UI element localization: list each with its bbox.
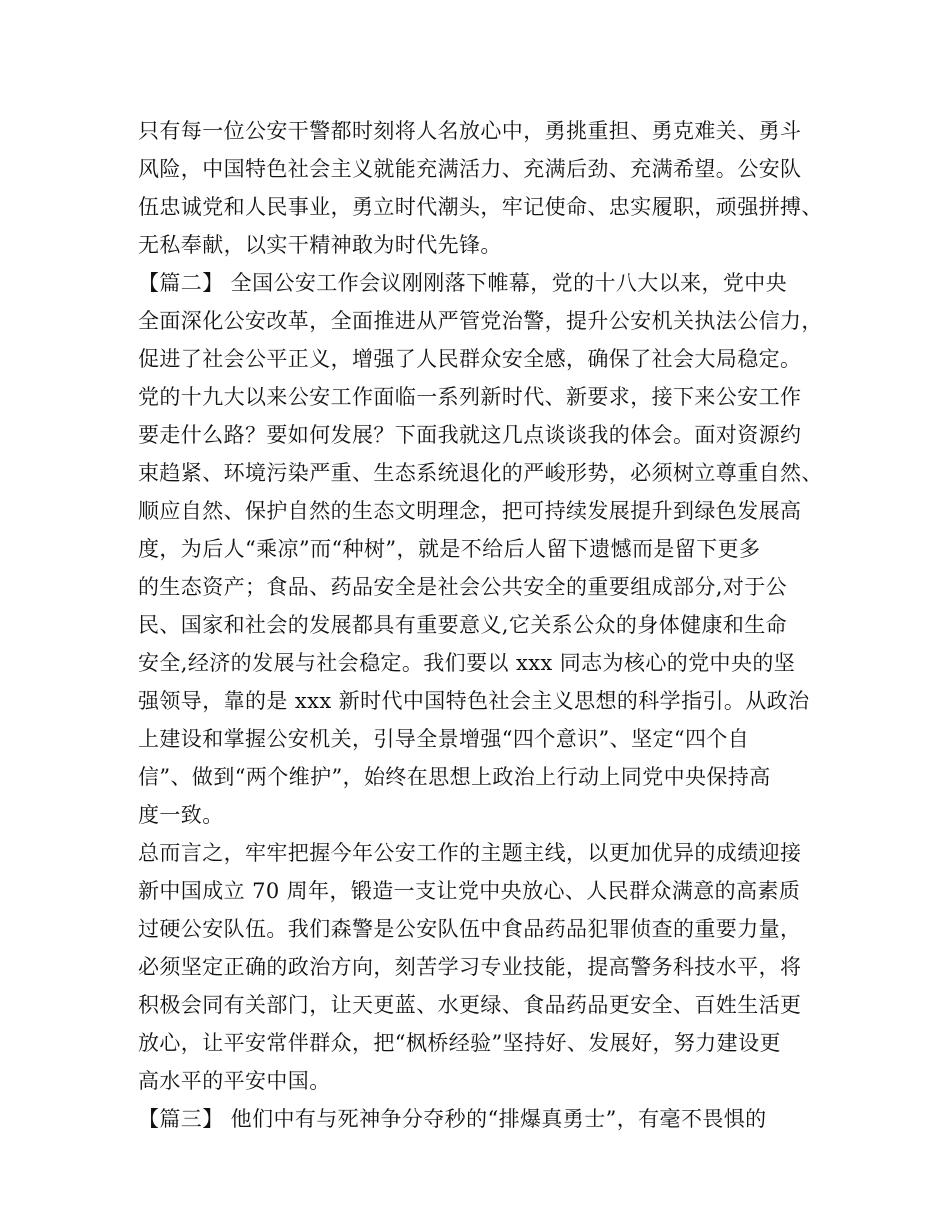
text-line: 党的十九大以来公安工作面临一系列新时代、新要求，接下来公安工作 (138, 385, 802, 409)
body-text (138, 112, 828, 1138)
text-line: 促进了社会公平正义，增强了人民群众安全感，确保了社会大局稳定。 (138, 347, 802, 371)
section-two-opening-line: 【篇二】 全国公安工作会议刚刚落下帷幕，党的十八大以来，党中央 (138, 271, 788, 295)
text-line: 安全,经济的发展与社会稳定。我们要以 xxx 同志为核心的党中央的坚 (138, 651, 796, 675)
text-line: 必须坚定正确的政治方向，刻苦学习专业技能，提高警务科技水平，将 (138, 955, 802, 979)
text-line: 强领导，靠的是 xxx 新时代中国特色社会主义思想的科学指引。从政治 (138, 689, 810, 713)
text-line: 过硬公安队伍。我们森警是公安队伍中食品药品犯罪侦查的重要力量， (138, 917, 802, 941)
text-line: 信”、做到“两个维护”，始终在思想上政治上行动上同党中央保持高 (138, 765, 771, 789)
section-three-opening-line: 【篇三】 他们中有与死神争分夺秒的“排爆真勇士”，有毫不畏惧的 (138, 1107, 767, 1131)
text-line: 积极会同有关部门，让天更蓝、水更绿、食品药品更安全、百姓生活更 (138, 993, 802, 1017)
text-line: 顺应自然、保护自然的生态文明理念，把可持续发展提升到绿色发展高 (138, 499, 802, 523)
text-line: 民、国家和社会的发展都具有重要意义,它关系公众的身体健康和生命 (138, 613, 788, 637)
text-line: 全面深化公安改革，全面推进从严管党治警，提升公安机关执法公信力， (138, 309, 823, 333)
text-line: 新中国成立 70 周年，锻造一支让党中央放心、人民群众满意的高素质 (138, 879, 801, 903)
text-line: 度，为后人“乘凉”而“种树”，就是不给后人留下遗憾而是留下更多 (138, 537, 761, 561)
text-line: 要走什么路？要如何发展？下面我就这几点谈谈我的体会。面对资源约 (138, 423, 802, 447)
text-line: 放心，让平安常伴群众，把“枫桥经验”坚持好、发展好，努力建设更 (138, 1031, 781, 1055)
text-line: 只有每一位公安干警都时刻将人名放心中，勇挑重担、勇克难关、勇斗 (138, 119, 802, 143)
text-line: 总而言之，牢牢把握今年公安工作的主题主线，以更加优异的成绩迎接 (138, 841, 802, 865)
text-line: 度一致。 (138, 803, 224, 827)
text-line: 高水平的平安中国。 (138, 1069, 331, 1093)
text-line: 风险，中国特色社会主义就能充满活力、充满后劲、充满希望。公安队 (138, 157, 802, 181)
text-line: 束趋紧、环境污染严重、生态系统退化的严峻形势，必须树立尊重自然、 (138, 461, 823, 485)
text-line: 上建设和掌握公安机关，引导全景增强“四个意识”、坚定“四个自 (138, 727, 750, 751)
text-line: 伍忠诚党和人民事业，勇立时代潮头，牢记使命、忠实履职，顽强拼搏、 (138, 195, 823, 219)
text-line: 的生态资产；食品、药品安全是社会公共安全的重要组成部分,对于公 (138, 575, 788, 599)
text-line: 无私奉献，以实干精神敢为时代先锋。 (138, 233, 502, 257)
